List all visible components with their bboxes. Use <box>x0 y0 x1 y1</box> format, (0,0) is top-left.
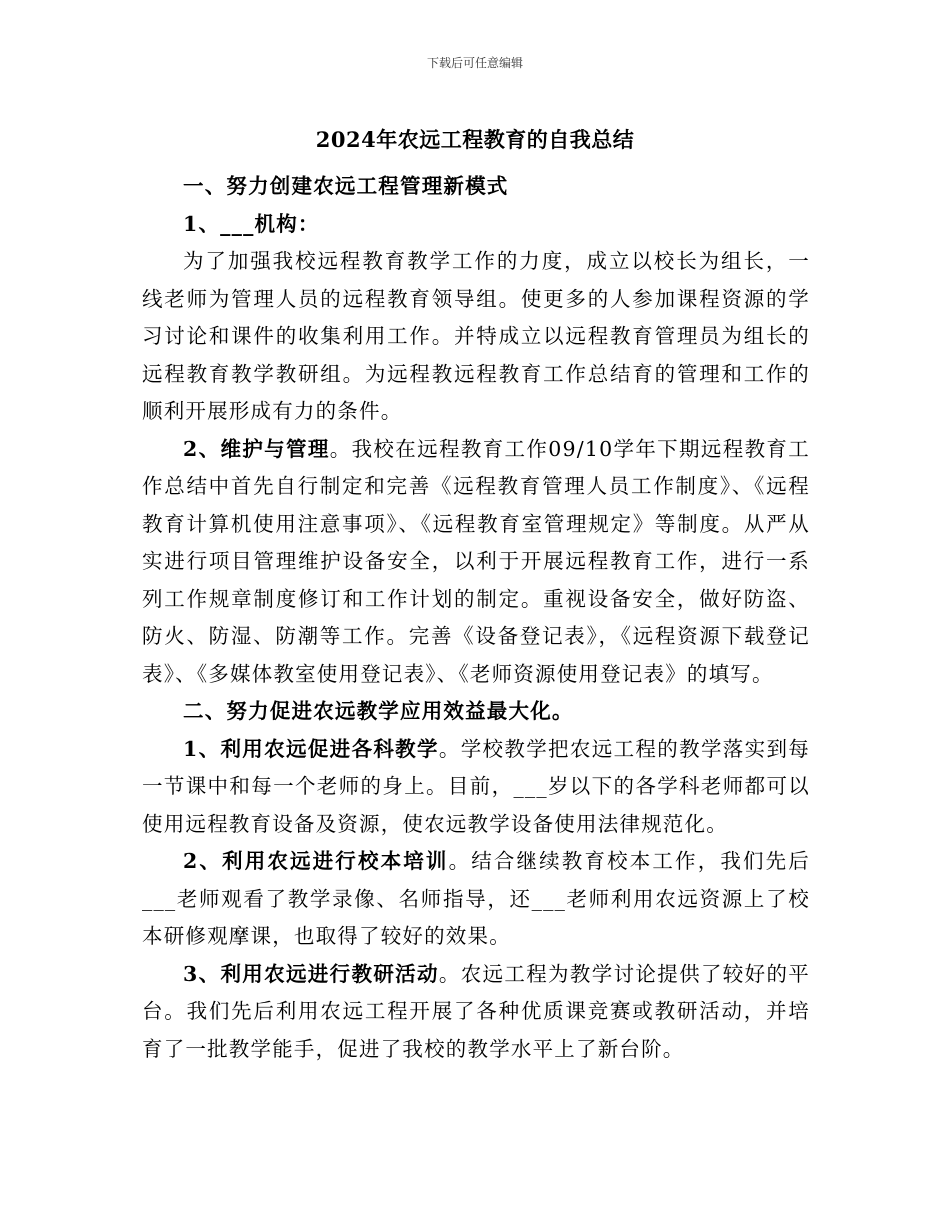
section-1-item-1-heading: 1、___机构： <box>183 211 320 236</box>
document-title: 2024年农远工程教育的自我总结 <box>315 127 635 152</box>
section-1-item-2-lead: 2、维护与管理 <box>183 436 330 461</box>
section-2-item-2 <box>142 843 810 956</box>
section-2-item-2-lead: 2、利用农远进行校本培训 <box>183 849 449 873</box>
section-2-item-2-body: 。结合继续教育校本工作，我们先后___老师观看了教学录像、名师指导，还___老师利用农远资源上了校本研修观摩课，也取得了较好的效果。 <box>142 849 810 948</box>
document-body <box>142 168 810 1068</box>
section-1-item-2-body: 。我校在远程教育工作09/10学年下期远程教育工作总结中首先自行制定和完善《远程教育管理人员工作制度》、《远程教育计算机使用注意事项》、《远程教育室管理规定》等制度。从严从实进行项目管理维护设备安全，以利于开展远程教育工作，进行一系列工作规章制度修订和工作计划的制定。重视设备安全，做好防盗、防火、防湿、防潮等工作。完善《设备登记表》，《远程资源下载登记表》、《多媒体教室使用登记表》、《老师资源使用登记表》的填写。 <box>142 436 810 686</box>
header-note: 下载后可任意编辑 <box>426 56 523 70</box>
section-1-heading: 一、努力创建农远工程管理新模式 <box>183 174 509 198</box>
section-2-item-1 <box>142 731 810 844</box>
section-2-item-1-lead: 1、利用农远促进各科教学 <box>183 736 439 761</box>
section-2-item-3 <box>142 956 810 1069</box>
section-2-heading: 二、努力促进农远教学应用效益最大化。 <box>183 699 574 723</box>
section-2-item-3-body: 。农远工程为教学讨论提供了较好的平台。我们先后利用农远工程开展了各种优质课竞赛或教研活动，并培育了一批教学能手，促进了我校的教学水平上了新台阶。 <box>142 961 810 1061</box>
section-2-item-1-body: 。学校教学把农远工程的教学落实到每一节课中和每一个老师的身上。目前，___岁以下的各学科老师都可以使用远程教育设备及资源，使农远教学设备使用法律规范化。 <box>142 736 810 836</box>
section-2-item-3-lead: 3、利用农远进行教研活动 <box>183 961 439 986</box>
section-1-item-2 <box>142 431 810 694</box>
section-1-item-1-body: 为了加强我校远程教育教学工作的力度，成立以校长为组长，一线老师为管理人员的远程教育领导组。使更多的人参加课程资源的学习讨论和课件的收集利用工作。并特成立以远程教育管理员为组长的远程教育教学教研组。为远程教远程教育工作总结育的管理和工作的顺利开展形成有力的条件。 <box>142 249 810 423</box>
